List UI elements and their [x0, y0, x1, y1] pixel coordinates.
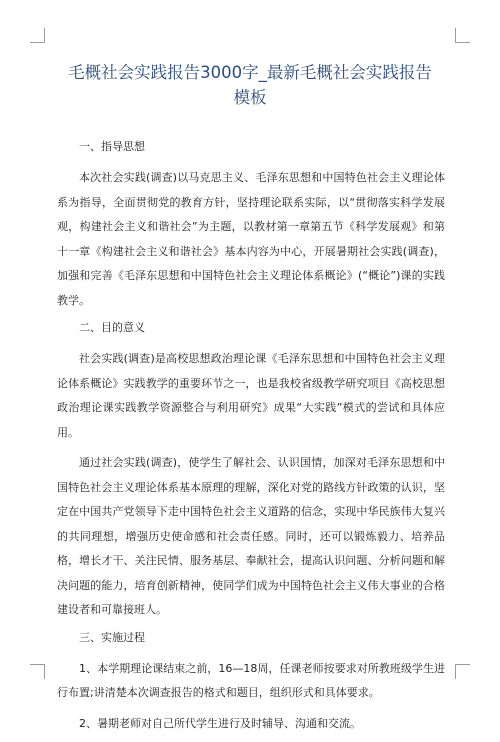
section-guiding-thought	[57, 138, 445, 313]
section-purpose	[57, 319, 445, 623]
section-heading: 三、实施过程	[79, 630, 145, 644]
paragraph: 2、暑期老师对自己所代学生进行及时辅导、沟通和交流。	[79, 716, 361, 730]
paragraph: 1、本学期理论课结束之前，16—18周，任课老师按要求对所教班级学生进行布置;讲清楚本次调查报告的格式和题目，组织形式和具体要求。	[57, 661, 445, 699]
document-title: 毛概社会实践报告3000字_最新毛概社会实践报告 模板	[68, 63, 432, 107]
section-heading: 一、指导思想	[79, 140, 145, 153]
section-heading: 二、目的意义	[79, 321, 145, 334]
section-implementation	[57, 629, 445, 737]
crop-mark-bottom-right	[455, 664, 470, 679]
crop-mark-bottom-left	[30, 664, 45, 679]
crop-mark-top-right	[455, 28, 470, 43]
paragraph: 本次社会实践(调查)以马克思主义、毛泽东思想和中国特色社会主义理论体系为指导，全面贯彻党的教育方针，坚持理论联系实际，以“贯彻落实科学发展观，构建社会主义和谐社会”为主题，以教材第一章第五节《科学发展观》和第十一章《构建社会主义和谐社会》基本内容为中心，开展暑期社会实践(调查)，加强和完善《毛泽东思想和中国特色社会主义理论体系概论》(“概论”)课的实践教学。	[57, 171, 445, 307]
crop-mark-top-left	[30, 28, 45, 43]
paragraph: 社会实践(调查)是高校思想政治理论课《毛泽东思想和中国特色社会主义理论体系概论》实践教学的重要环节之一，也是我校省级教学研究项目《高校思想政治理论课实践教学资源整合与利用研究》成果“大实践”模式的尝试和具体应用。	[57, 352, 445, 439]
paragraph: 通过社会实践(调查)，使学生了解社会、认识国情，加深对毛泽东思想和中国特色社会主义理论体系基本原理的理解，深化对党的路线方针政策的认识，坚定在中国共产党领导下走中国特色社会主义道路的信念，实现中华民族伟大复兴的共同理想，增强历史使命感和社会责任感。同时，还可以锻炼毅力、培养品格，增长才干、关注民情、服务基层、奉献社会，提高认识问题、分析问题和解决问题的能力，培育创新精神，使同学们成为中国特色社会主义伟大事业的合格建设者和可靠接班人。	[57, 456, 445, 616]
document-body	[57, 138, 445, 742]
